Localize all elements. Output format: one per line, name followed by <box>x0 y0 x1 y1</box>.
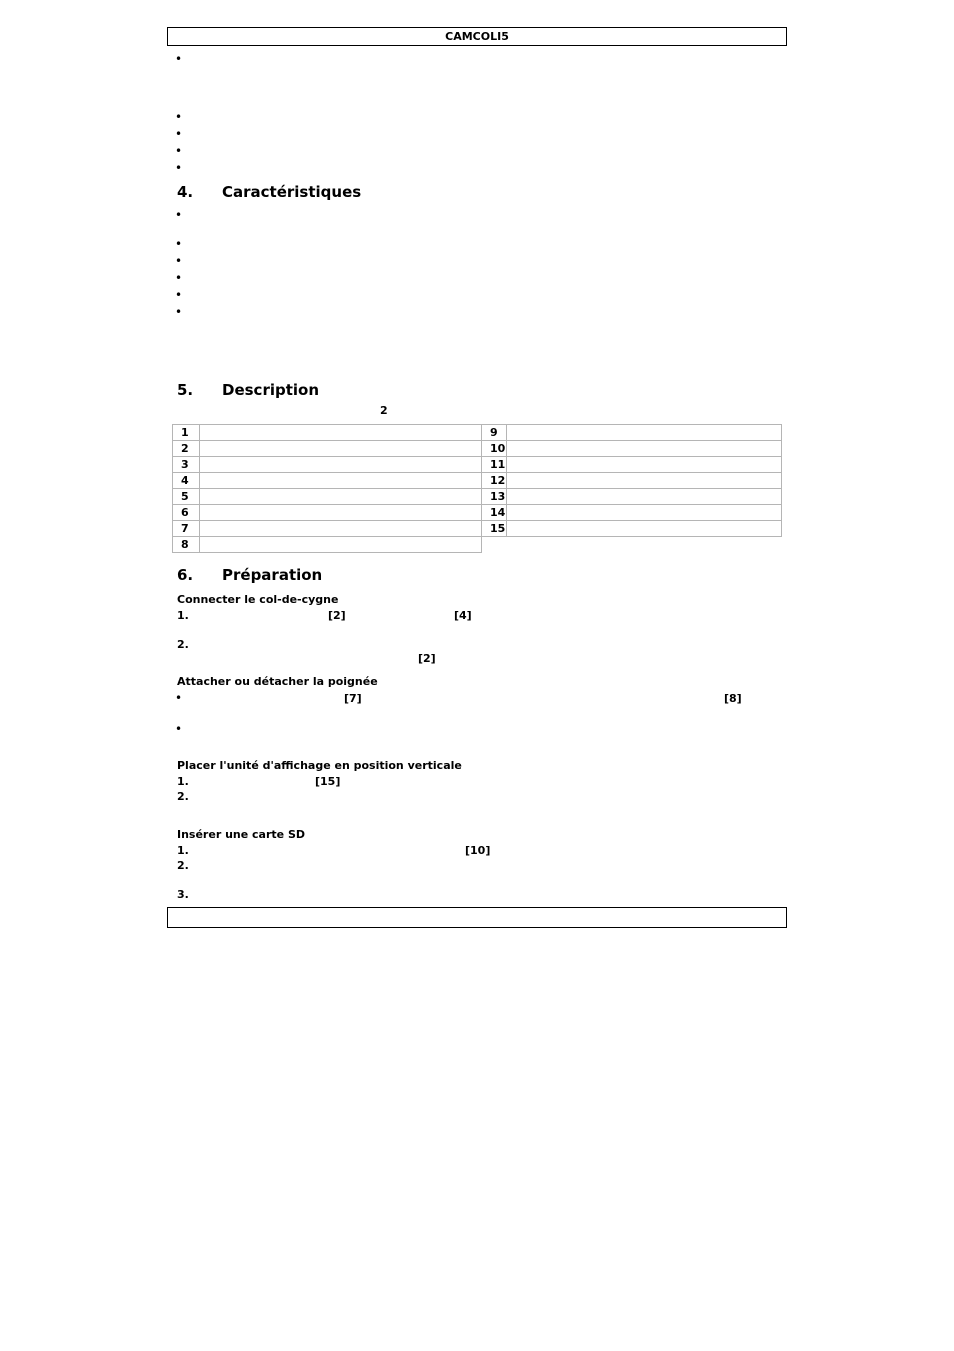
part-reference: [4] <box>454 609 472 622</box>
step-number: 1. <box>177 609 189 622</box>
subheading-sd-card: Insérer une carte SD <box>177 828 305 841</box>
bullet-icon: • <box>175 237 183 251</box>
section-heading-description <box>177 381 477 399</box>
section-number: 4. <box>177 183 194 201</box>
table-row <box>482 457 782 473</box>
subheading-vertical-position: Placer l'unité d'affichage en position verticale <box>177 759 462 772</box>
part-number: 15 <box>482 521 507 537</box>
part-number: 13 <box>482 489 507 505</box>
table-row <box>173 441 482 457</box>
table-row <box>482 441 782 457</box>
table-row <box>173 489 482 505</box>
part-description <box>507 505 782 521</box>
part-number: 10 <box>482 441 507 457</box>
part-description <box>507 457 782 473</box>
part-reference: [8] <box>724 692 742 705</box>
part-description <box>507 425 782 441</box>
bullet-icon: • <box>175 144 183 158</box>
step-number: 1. <box>177 775 189 788</box>
table-row <box>173 537 482 553</box>
bullet-icon: • <box>175 288 183 302</box>
part-description <box>200 537 482 553</box>
part-number: 11 <box>482 457 507 473</box>
table-row <box>482 489 782 505</box>
document-title: CAMCOLI5 <box>445 30 509 43</box>
bullet-icon: • <box>175 208 183 222</box>
section-title: Caractéristiques <box>222 183 362 201</box>
bullet-icon: • <box>175 161 183 175</box>
section-heading-features <box>177 183 477 201</box>
parts-table-left <box>172 424 482 553</box>
part-description <box>507 521 782 537</box>
section-title: Description <box>222 381 320 399</box>
table-row <box>173 425 482 441</box>
bullet-icon: • <box>175 52 183 66</box>
step-number: 2. <box>177 790 189 803</box>
subheading-gooseneck: Connecter le col-de-cygne <box>177 593 339 606</box>
step-number: 1. <box>177 844 189 857</box>
part-number: 4 <box>173 473 200 489</box>
part-number: 8 <box>173 537 200 553</box>
part-description <box>200 457 482 473</box>
part-number: 7 <box>173 521 200 537</box>
section-number: 6. <box>177 566 194 584</box>
part-reference: [2] <box>418 652 436 665</box>
part-number: 12 <box>482 473 507 489</box>
step-number: 3. <box>177 888 189 901</box>
part-description <box>507 489 782 505</box>
bullet-icon: • <box>175 722 183 736</box>
bullet-icon: • <box>175 127 183 141</box>
part-number: 3 <box>173 457 200 473</box>
table-row <box>173 505 482 521</box>
bullet-icon: • <box>175 110 183 124</box>
section-heading-preparation <box>177 566 477 584</box>
parts-table-right <box>481 424 782 537</box>
part-description <box>200 441 482 457</box>
subheading-handle: Attacher ou détacher la poignée <box>177 675 378 688</box>
part-reference: [2] <box>328 609 346 622</box>
table-row <box>482 521 782 537</box>
part-description <box>200 521 482 537</box>
bullet-icon: • <box>175 691 183 705</box>
part-description <box>200 425 482 441</box>
bullet-icon: • <box>175 305 183 319</box>
section-number: 5. <box>177 381 194 399</box>
part-reference: [10] <box>465 844 491 857</box>
table-row <box>173 473 482 489</box>
bullet-icon: • <box>175 254 183 268</box>
page-header <box>167 27 787 46</box>
part-number: 9 <box>482 425 507 441</box>
part-number: 14 <box>482 505 507 521</box>
table-row <box>482 473 782 489</box>
bullet-icon: • <box>175 271 183 285</box>
part-number: 2 <box>173 441 200 457</box>
part-description <box>200 489 482 505</box>
figure-reference: 2 <box>380 404 388 417</box>
table-row <box>482 425 782 441</box>
part-description <box>200 505 482 521</box>
step-number: 2. <box>177 859 189 872</box>
section-title: Préparation <box>222 566 323 584</box>
step-number: 2. <box>177 638 189 651</box>
part-reference: [7] <box>344 692 362 705</box>
page-footer <box>167 907 787 928</box>
part-reference: [15] <box>315 775 341 788</box>
part-description <box>507 441 782 457</box>
part-description <box>507 473 782 489</box>
part-description <box>200 473 482 489</box>
part-number: 1 <box>173 425 200 441</box>
table-row <box>173 521 482 537</box>
table-row <box>173 457 482 473</box>
part-number: 6 <box>173 505 200 521</box>
part-number: 5 <box>173 489 200 505</box>
table-row <box>482 505 782 521</box>
